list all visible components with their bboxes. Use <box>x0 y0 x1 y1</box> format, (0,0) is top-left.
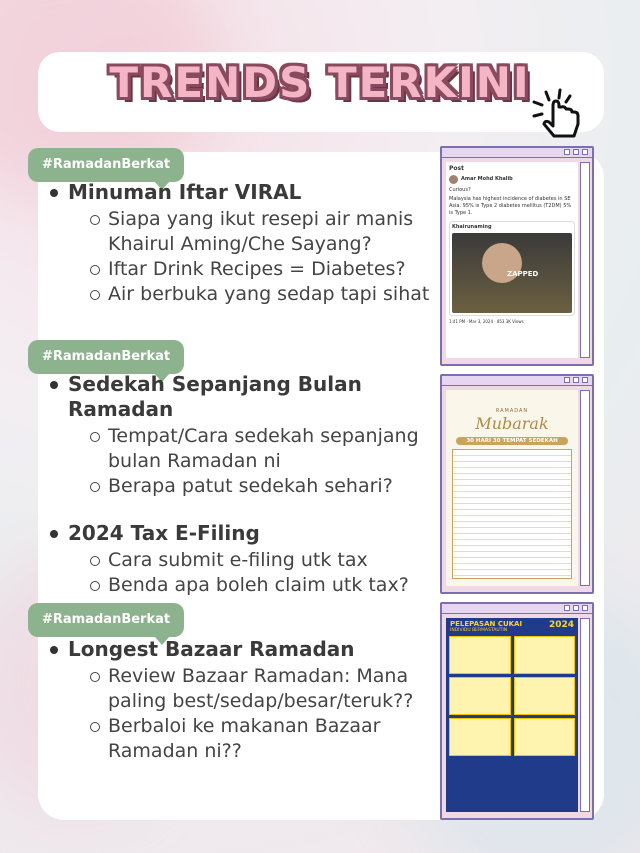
post-screenshot-thumbnail[interactable] <box>440 146 594 366</box>
tax-subtitle: INDIVIDU BERMASTAUTIN <box>450 628 508 633</box>
quoted-author: Khairunaming <box>452 224 492 230</box>
trend-subitem: Air berbuka yang sedap tapi sihat <box>90 282 440 307</box>
scrollbar[interactable] <box>580 390 590 586</box>
video-preview[interactable] <box>452 233 572 313</box>
hashtag-badge: #RamadanBerkat <box>28 148 184 182</box>
hashtag-badge: #RamadanBerkat <box>28 603 184 637</box>
scrollbar[interactable] <box>580 618 590 812</box>
trend-subitem: Siapa yang ikut resepi air manis Khairul Aming/Che Sayang? <box>90 207 440 257</box>
trend-subitem: Cara submit e-filing utk tax <box>90 548 440 573</box>
trend-subitem: Berapa patut sedekah sehari? <box>90 474 440 499</box>
trend-heading: Sedekah Sepanjang Bulan Ramadan <box>50 372 440 422</box>
trend-heading: 2024 Tax E-Filing <box>50 521 440 546</box>
trend-subitem: Berbaloi ke makanan Bazaar Ramadan ni?? <box>90 714 440 764</box>
post-author: Amar Mohd Khalib <box>461 176 513 182</box>
post-header: Post <box>449 165 464 172</box>
sedekah-table <box>452 449 572 579</box>
click-hand-icon <box>526 84 590 140</box>
avatar <box>449 175 458 184</box>
sedekah-list-thumbnail[interactable] <box>440 374 594 594</box>
video-caption: ZAPPED <box>507 270 539 278</box>
trend-section <box>50 372 440 598</box>
trend-subitem: Benda apa boleh claim utk tax? <box>90 573 440 598</box>
page-title: TRENDS TERKINI <box>109 58 531 107</box>
trend-section <box>50 180 440 307</box>
trend-subitem: Tempat/Cara sedekah sepanjang bulan Ramadan ni <box>90 424 440 474</box>
trend-heading: Longest Bazaar Ramadan <box>50 637 440 662</box>
tax-year: 2024 <box>548 620 574 630</box>
trend-section <box>50 637 440 764</box>
post-lead: Curious? <box>449 187 471 193</box>
trend-subitem: Iftar Drink Recipes = Diabetes? <box>90 257 440 282</box>
trend-heading: Minuman Iftar VIRAL <box>50 180 440 205</box>
tax-title: PELEPASAN CUKAI <box>450 620 523 628</box>
banner-label: RAMADAN <box>495 408 529 414</box>
banner-subtitle: 30 HARI 30 TEMPAT SEDEKAH <box>456 437 568 445</box>
scrollbar[interactable] <box>580 162 590 358</box>
post-body: Malaysia has highest incidence of diabetes in SE Asia. 95% is Type 2 diabetes mellitus (T2DM) 5% is Type 1. <box>449 196 572 216</box>
banner-title: Mubarak <box>475 414 549 433</box>
hashtag-badge: #RamadanBerkat <box>28 340 184 374</box>
post-timestamp: 1:41 PM · Mar 3, 2024 · 853.3K Views <box>449 319 524 324</box>
tax-relief-thumbnail[interactable] <box>440 602 594 820</box>
trend-subitem: Review Bazaar Ramadan: Mana paling best/sedap/besar/teruk?? <box>90 664 440 714</box>
